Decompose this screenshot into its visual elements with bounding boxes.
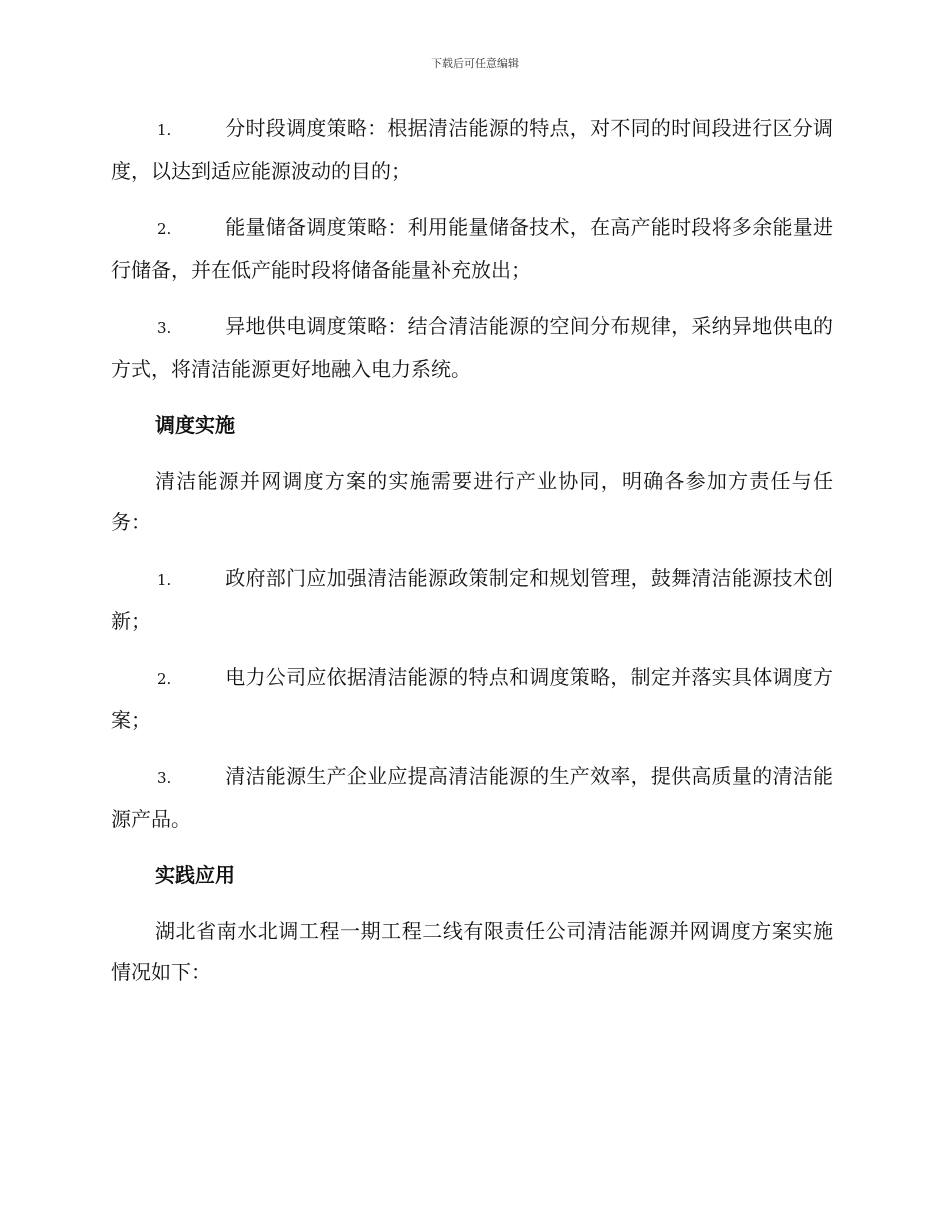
list-text: 异地供电调度策略：结合清洁能源的空间分布规律，采纳异地供电的方式，将清洁能源更好地融入电力系统。 bbox=[111, 314, 833, 381]
list-text: 能量储备调度策略：利用能量储备技术，在高产能时段将多余能量进行储备，并在低产能时段将储备能量补充放出； bbox=[111, 215, 833, 282]
list-number: 3. bbox=[157, 319, 172, 337]
section-heading-implementation: 调度实施 bbox=[155, 413, 235, 437]
list-item bbox=[111, 558, 833, 642]
list-number: 2. bbox=[157, 220, 172, 238]
list-text: 清洁能源生产企业应提高清洁能源的生产效率，提供高质量的清洁能源产品。 bbox=[111, 764, 833, 831]
practice-intro: 湖北省南水北调工程一期工程二线有限责任公司清洁能源并网调度方案实施情况如下： bbox=[111, 919, 833, 984]
list-item bbox=[111, 657, 833, 741]
list-number: 1. bbox=[157, 571, 172, 589]
list-item bbox=[111, 756, 833, 840]
list-text: 政府部门应加强清洁能源政策制定和规划管理，鼓舞清洁能源技术创新； bbox=[111, 566, 833, 633]
list-text: 分时段调度策略：根据清洁能源的特点，对不同的时间段进行区分调度，以达到适应能源波动的目的； bbox=[111, 116, 833, 183]
list-item bbox=[111, 108, 833, 192]
list-number: 1. bbox=[157, 121, 172, 139]
document-body bbox=[111, 108, 833, 1008]
list-item bbox=[111, 306, 833, 390]
section-heading-practice: 实践应用 bbox=[155, 863, 235, 887]
list-text: 电力公司应依据清洁能源的特点和调度策略，制定并落实具体调度方案； bbox=[111, 665, 833, 732]
implementation-intro: 清洁能源并网调度方案的实施需要进行产业协同，明确各参加方责任与任务： bbox=[111, 469, 833, 534]
page-header: 下载后可任意编辑 bbox=[431, 57, 519, 70]
list-number: 2. bbox=[157, 670, 172, 688]
list-item bbox=[111, 207, 833, 291]
list-number: 3. bbox=[157, 769, 172, 787]
